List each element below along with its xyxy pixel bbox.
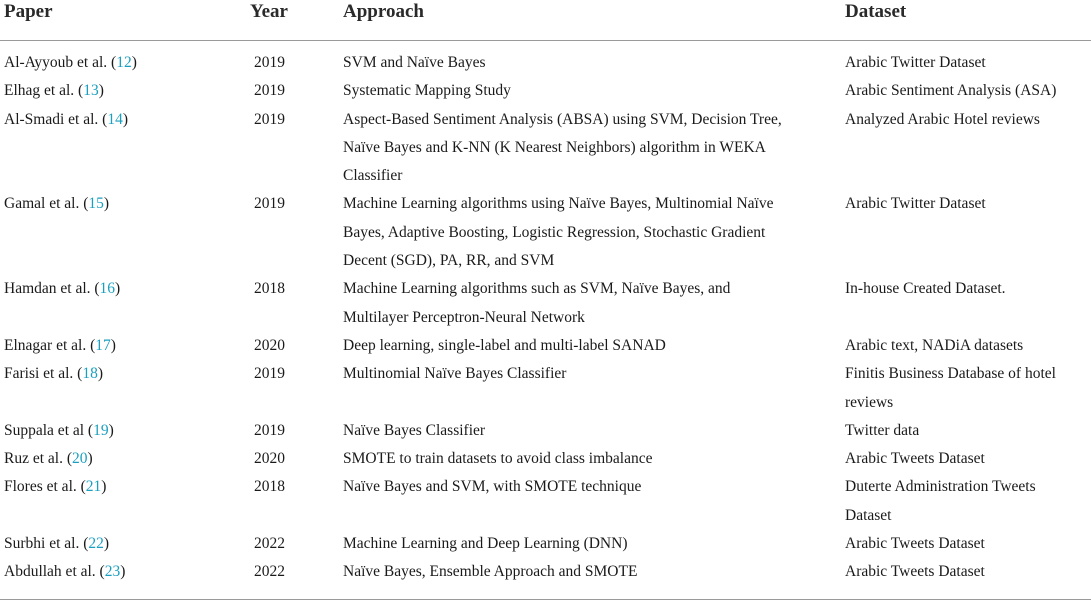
table-row [0,558,1091,586]
paper-cell [4,332,234,360]
paper-authors: Hamdan et al. ( [4,280,100,298]
dataset-line: Arabic Sentiment Analysis (ASA) [845,82,1057,100]
approach-cell [343,530,813,558]
year-cell: 2022 [254,563,285,581]
reference-link[interactable]: 17 [95,336,111,354]
approach-line: Naïve Bayes, Ensemble Approach and SMOTE [343,563,638,581]
dataset-line: Duterte Administration Tweets [845,478,1036,496]
paper-authors: Flores et al. ( [4,478,86,496]
table-row [0,530,1091,558]
dataset-line: Dataset [845,506,892,524]
paper-authors: Ruz et al. ( [4,450,73,468]
dataset-cell [845,360,1085,417]
header-approach: Approach [343,1,424,22]
table-row [0,473,1091,530]
year-cell: 2018 [254,478,285,496]
approach-cell [343,190,813,275]
table-body [0,49,1091,587]
paper-cell [4,473,234,501]
dataset-line: Twitter data [845,421,920,439]
approach-line: Naïve Bayes and K-NN (K Nearest Neighbors) algorithm in WEKA [343,138,766,156]
dataset-cell [845,558,1085,586]
reference-link[interactable]: 22 [88,535,104,553]
year-cell: 2019 [254,54,285,71]
approach-line: Classifier [343,167,403,185]
approach-line: Naïve Bayes Classifier [343,421,486,439]
paper-cell [4,106,234,134]
approach-line: Bayes, Adaptive Boosting, Logistic Regression, Stochastic Gradient [343,223,766,241]
dataset-cell [845,332,1085,360]
paper-cell [4,190,234,218]
paper-paren-close: ) [98,82,104,100]
reference-link[interactable]: 18 [82,365,98,383]
table-row [0,332,1091,360]
table-row [0,445,1091,473]
reference-link[interactable]: 20 [72,450,88,468]
approach-cell [343,473,813,501]
paper-paren-close: ) [110,336,116,354]
paper-cell [4,530,234,558]
approach-line: Multinomial Naïve Bayes Classifier [343,365,567,383]
approach-cell [343,77,813,105]
approach-line: Decent (SGD), PA, RR, and SVM [343,252,555,270]
paper-paren-close: ) [120,563,126,581]
paper-paren-close: ) [103,195,110,213]
approach-line: Machine Learning algorithms using Naïve Bayes, Multinomial Naïve [343,195,774,213]
year-cell: 2019 [254,365,285,383]
approach-line: SMOTE to train datasets to avoid class imbalance [343,450,653,468]
table-bottom-rule [0,599,1091,600]
approach-cell [343,360,813,388]
reference-link[interactable]: 13 [83,82,99,100]
dataset-line: Arabic Twitter Dataset [845,195,986,213]
paper-authors: Abdullah et al. ( [4,563,105,581]
dataset-cell [845,49,1085,77]
approach-line: Naïve Bayes and SVM, with SMOTE technique [343,478,642,496]
dataset-cell [845,473,1085,530]
table-row [0,77,1091,105]
approach-cell [343,275,813,332]
dataset-line: Arabic Twitter Dataset [845,54,986,71]
table-row [0,106,1091,191]
year-cell: 2019 [254,421,285,439]
dataset-cell [845,417,1085,445]
paper-paren-close: ) [122,110,128,128]
paper-authors: Surbhi et al. ( [4,535,89,553]
dataset-line: Arabic Tweets Dataset [845,563,985,581]
header-dataset: Dataset [845,1,907,22]
dataset-line: In-house Created Dataset. [845,280,1006,298]
dataset-cell [845,530,1085,558]
table-row [0,275,1091,332]
paper-authors: Elhag et al. ( [4,82,84,100]
reference-link[interactable]: 15 [88,195,104,213]
approach-cell [343,558,813,586]
paper-authors: Elnagar et al. ( [4,336,96,354]
approach-cell [343,332,813,360]
year-cell: 2019 [254,82,285,100]
approach-line: Aspect-Based Sentiment Analysis (ABSA) using SVM, Decision Tree, [343,110,782,128]
paper-cell [4,77,234,105]
paper-cell [4,49,234,77]
paper-paren-close: ) [101,478,107,496]
dataset-line: Analyzed Arabic Hotel reviews [845,110,1040,128]
table-header [0,0,1091,41]
table-row [0,360,1091,417]
table-row [0,190,1091,275]
dataset-cell [845,190,1085,218]
paper-paren-close: ) [115,280,121,298]
paper-authors: Al-Smadi et al. ( [4,110,108,128]
paper-cell [4,275,234,303]
dataset-line: Arabic Tweets Dataset [845,450,985,468]
paper-authors: Al-Ayyoub et al. ( [4,54,117,71]
approach-cell [343,49,813,77]
approach-line: Machine Learning algorithms such as SVM, Naïve Bayes, and [343,280,731,298]
approach-line: Multilayer Perceptron-Neural Network [343,308,585,326]
reference-link[interactable]: 14 [107,110,123,128]
paper-cell [4,558,234,586]
dataset-cell [845,106,1085,134]
approach-line: Deep learning, single-label and multi-label SANAD [343,336,666,354]
paper-paren-close: ) [108,421,114,439]
reference-link[interactable]: 23 [104,563,121,581]
dataset-cell [845,445,1085,473]
paper-authors: Gamal et al. ( [4,195,89,213]
reference-link[interactable]: 19 [93,421,109,439]
year-cell: 2020 [254,336,285,354]
paper-cell [4,445,234,473]
year-cell: 2019 [254,195,285,213]
paper-cell [4,417,234,445]
dataset-line: reviews [845,393,894,411]
paper-paren-close: ) [97,365,104,383]
paper-paren-close: ) [87,450,93,468]
paper-cell [4,360,234,388]
paper-paren-close: ) [103,535,110,553]
year-cell: 2019 [254,110,285,128]
table-row [0,417,1091,445]
paper-authors: Farisi et al. ( [4,365,83,383]
approach-line: SVM and Naïve Bayes [343,54,486,71]
table-row [0,49,1091,77]
dataset-line: Arabic text, NADiA datasets [845,336,1024,354]
approach-line: Machine Learning and Deep Learning (DNN) [343,535,628,553]
reference-link[interactable]: 12 [116,54,132,71]
reference-link[interactable]: 16 [99,280,116,298]
header-year: Year [250,1,288,22]
year-cell: 2020 [254,450,285,468]
approach-cell [343,106,813,191]
approach-line: Systematic Mapping Study [343,82,511,100]
reference-link[interactable]: 21 [85,478,102,496]
dataset-cell [845,77,1085,105]
approach-cell [343,417,813,445]
dataset-cell [845,275,1085,303]
header-paper: Paper [4,1,53,22]
dataset-line: Arabic Tweets Dataset [845,535,985,553]
dataset-line: Finitis Business Database of hotel [845,365,1056,383]
year-cell: 2018 [254,280,285,298]
paper-authors: Suppala et al ( [4,421,94,439]
paper-paren-close: ) [131,54,137,71]
approach-cell [343,445,813,473]
year-cell: 2022 [254,535,285,553]
